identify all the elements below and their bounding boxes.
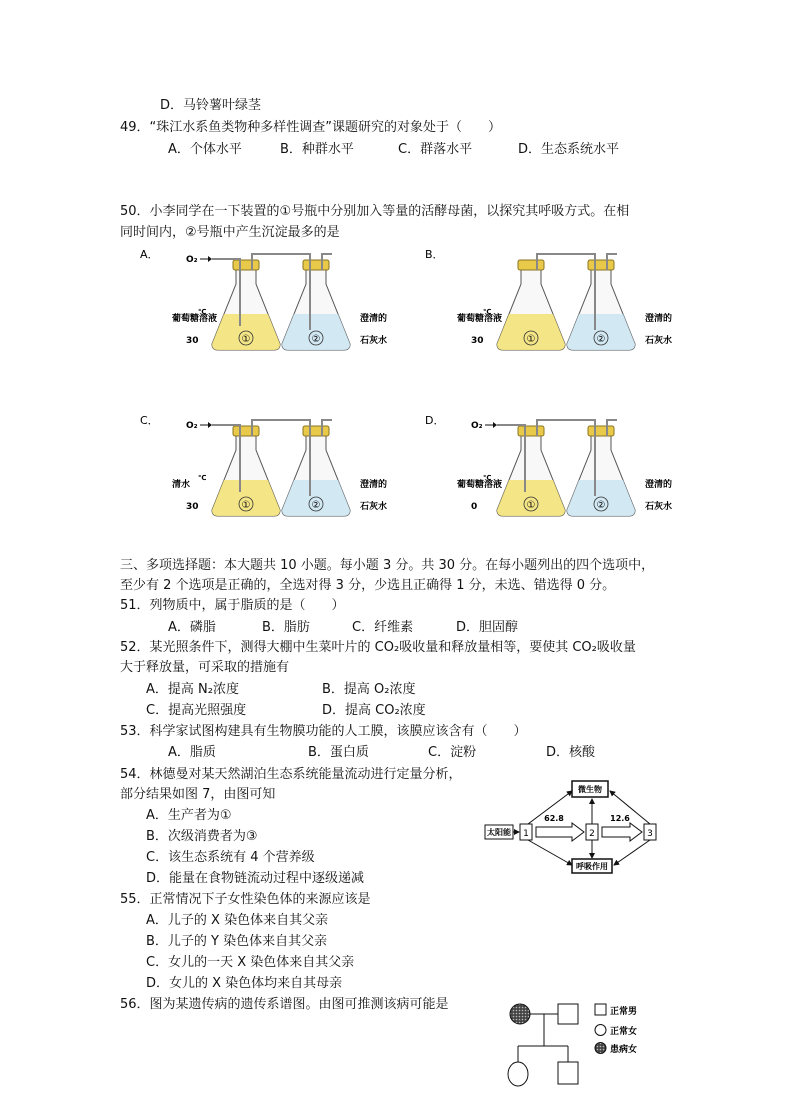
q51-stem: 51．列物质中，属于脂质的是（ ） [120,598,345,613]
q49-option-b: B．种群水平 [280,142,354,157]
q51-option-a: A．磷脂 [168,620,216,635]
respiration-label: 呼吸作用 [576,862,608,871]
legend-affected-female-icon [595,1043,606,1054]
q55-stem: 55．正常情况下子女性染色体的来源应该是 [120,892,371,907]
temperature-value: 0 [471,502,478,512]
temperature-value: 30 [471,336,484,346]
o2-label: O₂ [186,421,198,431]
flask-2-number: ② [596,500,606,511]
legend-normal-female-icon [595,1025,606,1036]
q55-option-b: B．儿子的 Y 染色体来自其父亲 [146,934,328,949]
q51-option-c: C．纤维素 [352,620,414,635]
q49-stem: 49．“珠江水系鱼类物种多样性调查”课题研究的对象处于（ ） [120,120,502,135]
flask-2-stopper [588,426,614,436]
o2-label: O₂ [471,421,483,431]
q49-option-a: A．个体水平 [168,142,242,157]
right-label-2: 石灰水 [645,502,673,512]
q51-option-b: B．脂肪 [262,620,310,635]
right-label-1: 澄清的 [645,314,673,324]
q54-option-b: B．次级消费者为③ [146,829,258,844]
flask-1-number: ① [241,334,251,345]
flask-1-number: ① [241,500,251,511]
q52-stem-line1: 52．某光照条件下，测得大棚中生菜叶片的 CO₂吸收量和释放量相等，要使其 CO₂吸收量 [120,640,636,655]
legend-affected-female: 患病女 [610,1045,638,1055]
arrow-1-2 [536,823,584,841]
node-3-label: 3 [647,829,653,839]
q55-option-d: D．女儿的 X 染色体均来自其母亲 [146,976,343,991]
daughter [508,1062,528,1086]
q53-option-a: A．脂质 [168,745,216,760]
right-label-2: 石灰水 [360,502,388,512]
arrow-1-2-value: 62.8 [544,814,564,823]
left-solution-label: 葡萄糖溶液 [457,314,503,324]
flask-1-stopper [233,260,259,270]
left-solution-label: 葡萄糖溶液 [457,480,503,490]
energy-flow-diagram [484,775,664,875]
flask-1-stopper [233,426,259,436]
q53-option-c: C．淀粉 [428,745,477,760]
node-1-label: 1 [523,829,529,839]
q52-option-c: C．提高光照强度 [146,703,247,718]
right-label-2: 石灰水 [645,336,673,346]
q52-option-a: A．提高 N₂浓度 [146,682,239,697]
temp-mark: ℃ [483,474,492,482]
right-label-2: 石灰水 [360,336,388,346]
normal-father [558,1004,578,1024]
q50-stem-line2: 同时间内，②号瓶中产生沉淀最多的是 [120,225,340,240]
q52-stem-line2: 大于释放量，可采取的措施有 [120,660,290,675]
panel-letter: C． [140,414,159,427]
right-label-1: 澄清的 [360,314,388,324]
flask-2-stopper [303,260,329,270]
q56-stem: 56．图为某遗传病的遗传系谱图。由图可推测该病可能是 [120,997,449,1012]
flask-2-stopper [588,260,614,270]
flask-2-number: ② [311,334,321,345]
panel-letter: D． [425,414,445,427]
q52-option-b: B．提高 O₂浓度 [322,682,416,697]
q49-option-c: C．群落水平 [398,142,473,157]
flask-2-stopper [303,426,329,436]
section3-line2: 至少有 2 个选项是正确的，全选对得 3 分，少选且正确得 1 分，未选、错选得 0 分。 [120,578,616,593]
q48-option-d: D．马铃薯叶绿茎 [160,98,262,113]
legend-normal-male: 正常男 [610,1007,638,1017]
q53-stem: 53．科学家试图构建具有生物膜功能的人工膜，该膜应该含有（ ） [120,724,527,739]
arrow-2-3 [602,823,642,841]
panel-letter: A． [140,248,159,261]
flask-1-stopper [518,426,544,436]
q53-option-b: B．蛋白质 [308,745,369,760]
q54-option-c: C．该生态系统有 4 个营养级 [146,850,315,865]
q49-option-d: D．生态系统水平 [518,142,620,157]
flask-1-number: ① [526,500,536,511]
sun-label: 太阳能 [487,828,511,837]
temp-mark: ℃ [198,474,207,482]
flask-panel-a [140,246,388,358]
legend-normal-male-icon [595,1004,606,1015]
left-solution-label: 葡萄糖溶液 [172,314,218,324]
temp-mark: ℃ [483,308,492,316]
son [558,1062,578,1084]
right-label-1: 澄清的 [360,480,388,490]
affected-mother [510,1004,530,1024]
q54-stem-line2: 部分结果如图 7，由图可知 [120,787,276,802]
q54-stem-line1: 54．林德曼对某天然湖泊生态系统能量流动进行定量分析， [120,767,462,782]
temperature-value: 30 [186,502,199,512]
q51-option-d: D．胆固醇 [456,620,519,635]
q55-option-c: C．女儿的一天 X 染色体来自其父亲 [146,955,355,970]
flask-2-number: ② [311,500,321,511]
q54-option-a: A．生产者为① [146,808,232,823]
arrow-2-3-value: 12.6 [610,814,630,823]
q50-stem-line1: 50．小李同学在一下装置的①号瓶中分别加入等量的活酵母菌，以探究其呼吸方式。在相 [120,204,630,219]
pedigree-chart [500,994,670,1094]
flask-1-stopper [518,260,544,270]
section3-line1: 三、多项选择题：本大题共 10 小题。每小题 3 分。共 30 分。在每小题列出的四个选项中， [120,558,655,573]
panel-letter: B． [425,248,444,261]
q55-option-a: A．儿子的 X 染色体来自其父亲 [146,913,329,928]
left-solution-label: 清水 [172,480,191,490]
flask-1-number: ① [526,334,536,345]
flask-panel-c [140,412,388,524]
o2-label: O₂ [186,255,198,265]
flask-2-number: ② [596,334,606,345]
flask-panel-b [425,246,673,358]
q53-option-d: D．核酸 [546,745,596,760]
temp-mark: ℃ [198,308,207,316]
temperature-value: 30 [186,336,199,346]
flask-panel-d [425,412,673,524]
right-label-1: 澄清的 [645,480,673,490]
q54-option-d: D．能量在食物链流动过程中逐级递减 [146,871,365,886]
node-2-label: 2 [589,829,595,839]
legend-normal-female: 正常女 [610,1027,638,1037]
decomposer-label: 微生物 [578,785,602,794]
q52-option-d: D．提高 CO₂浓度 [322,703,426,718]
